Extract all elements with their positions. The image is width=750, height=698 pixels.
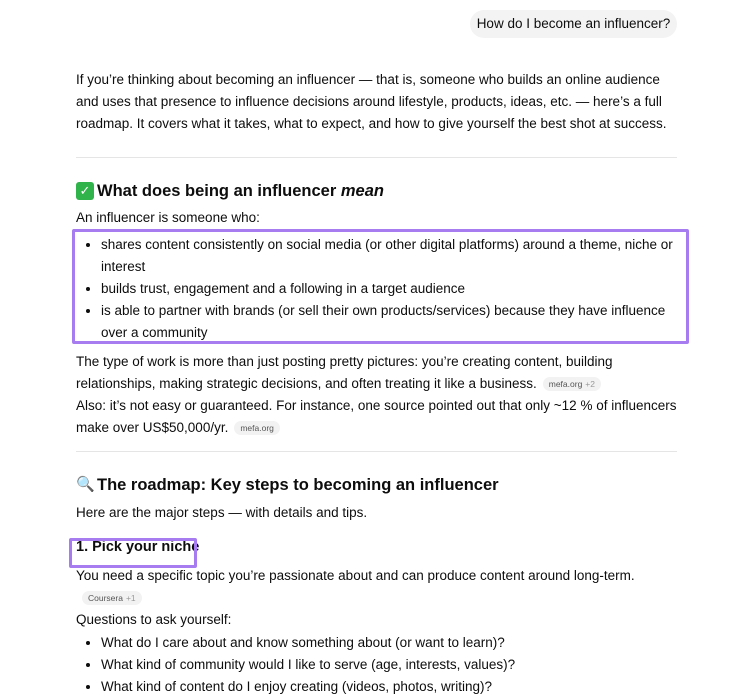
source-citation-chip[interactable] (234, 421, 280, 435)
source-count: +2 (585, 379, 595, 389)
source-label: Coursera (88, 593, 123, 603)
magnifying-glass-icon: 🔍 (76, 476, 95, 493)
section-heading-meaning (76, 179, 686, 203)
user-message-bubble: How do I become an influencer? (470, 10, 677, 38)
niche-questions-list (76, 632, 686, 698)
divider (76, 157, 677, 158)
section-heading-roadmap (76, 473, 686, 497)
heading-text: What does being an influencer (97, 182, 341, 200)
paragraph-text: You need a specific topic you’re passionate about and can produce content around long-term. (76, 568, 635, 583)
source-citation-chip[interactable] (543, 377, 601, 391)
work-paragraph (76, 351, 686, 395)
source-label: mefa.org (240, 423, 274, 433)
niche-paragraph (76, 565, 686, 609)
bullet-list-highlight (72, 229, 689, 344)
list-item: • What kind of community would I like to serve (age, interests, values)? (101, 654, 686, 676)
divider (76, 451, 677, 452)
list-item: • What do I care about and know something about (or want to learn)? (101, 632, 686, 654)
assistant-response (76, 69, 686, 698)
step-title-pick-niche: 1. Pick your niche (76, 539, 200, 555)
source-count: +1 (125, 593, 136, 603)
paragraph-text: The type of work is more than just posting pretty pictures: you’re creating content, building relationships, making strategic decisions, and often treating it like a business. (76, 354, 613, 391)
earnings-paragraph (76, 395, 686, 439)
source-label: mefa.org (548, 379, 583, 389)
intro-paragraph: If you’re thinking about becoming an influencer — that is, someone who builds an online audience and uses that presence to influence decisions around lifestyle, products, ideas, etc. — here’s a full roadmap. It covers what it takes, what to expect, and how to give yourself the best shot at success. (76, 72, 667, 131)
questions-lead: Questions to ask yourself: (76, 612, 232, 627)
list-item: • What kind of content do I enjoy creating (videos, photos, writing)? (101, 676, 686, 698)
step-title-highlight (69, 538, 197, 568)
section-lead: An influencer is someone who: (76, 210, 260, 225)
check-mark-icon: ✓ (76, 182, 94, 200)
list-item: • shares content consistently on social media (or other digital platforms) around a theme, niche or interest (101, 234, 686, 278)
paragraph-text: Also: it’s not easy or guaranteed. For instance, one source pointed out that only ~12 % of influencers make over US$50,000/yr. (76, 398, 677, 435)
list-item: • builds trust, engagement and a following in a target audience (101, 278, 686, 300)
section-lead: Here are the major steps — with details and tips. (76, 505, 368, 520)
source-citation-chip[interactable] (82, 591, 142, 605)
heading-emphasis: mean (340, 182, 384, 200)
list-item: • is able to partner with brands (or sell their own products/services) because they have influence over a community (101, 300, 686, 344)
heading-text: The roadmap: Key steps to becoming an influencer (97, 476, 499, 494)
